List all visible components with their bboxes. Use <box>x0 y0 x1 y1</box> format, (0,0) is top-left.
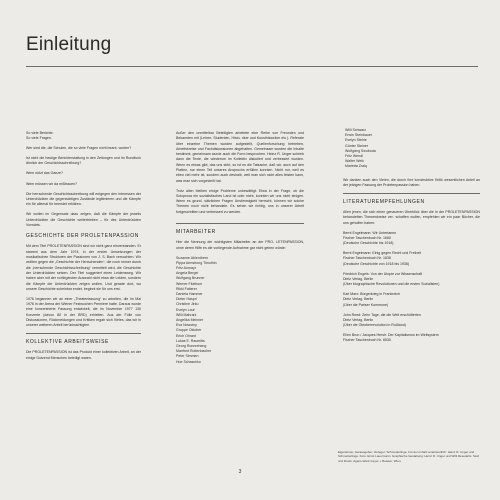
section-heading: MITARBEITER <box>176 229 216 236</box>
poem-line: So viele Fragen. <box>26 136 52 141</box>
contributor-name: Willi Schwarz <box>345 128 367 132</box>
contributor-name: Suzanne Ablenthern <box>176 255 208 260</box>
contributor-name: Erwin Steinbauer <box>345 133 373 138</box>
contributor-name: Christine Jirku <box>176 302 199 307</box>
section-heading: GESCHICHTE DER PROLETENPASSION <box>26 233 139 240</box>
section-heading: KOLLEKTIVE ARBEITSWEISE <box>26 339 109 346</box>
contributor-name: Rikki Falterer <box>176 286 197 291</box>
contributor-name: Erich Ohrant <box>176 333 196 338</box>
contributor-name: Lukas E. Raumitts <box>176 338 205 343</box>
section-rule <box>176 223 304 224</box>
contributor-name: Willi Mahrani <box>176 312 197 317</box>
contributor-list <box>343 128 480 170</box>
paragraph: 1976 begannen wir an einer „Theaterfassung“ zu arbeiten, die im Mai 1976 in der Arena der Wiener Festwochen Premiere hatte. Daraus wurde eine konzentrierte Fassung entwickelt, die im November 1977 130 Konzerte (davon 80 in der BRD) erhielten. Aus der Fülle von Diskussionen, Rückmeldungen und Kritiken ergab sich Vieles, das wir in unserer weiteren Arbeit berücksichtigten. <box>26 296 141 328</box>
section-heading: LITERATUREMPFEHLUNGEN <box>343 198 425 205</box>
paragraph: Außer den unmittelbar Beteiligten arbeitete eine Reihe von Freunden und Bekannten mit (Lehrer, Studenten, Histo- riker und Kunsthistoriker etc.). Referate über einzelne Themen wurden aufgestellt, Quellenforschung betrieben, Arbeitskreise und Fachdiskussionen abgehalten. Gemeinsam wurden die Inhalte bestimmt, gemeinsam wurde auch die Form besprochen. Heinz R. Unger schrieb dann die Texte, die wiederum im Kollektiv diskutiert und verbessert wurden. Wenn es etwas gibt, das uns stört, so ist es die Tatsache, daß wir, auch auf den Platten, nur einen Teil unseres Anspruchs erfüllen konnten. Nicht nur, weil es eben viel mehr ist, sondern auch deshalb, weil man sich nicht alles leisten kann, was man sich vorgestellt hat. <box>176 131 304 183</box>
credits-block: Eigentümer, Herausgeber, Verleger: Schmetterlinge. Für den Inhalt verantwortlich: Heinz R. Unger und Schmetterlinge. Foto: Ernst Lauermann. Graphische Gestaltung: Heinz R. Unger und Willi Resetarits. Satz und Druck: Agens-Werk Geyer + Reisser, Wien. <box>338 450 480 463</box>
column-3 <box>343 128 480 379</box>
page-number: 3 <box>238 469 242 475</box>
section-rule <box>26 333 141 334</box>
contributor-name: Evelyn Stehle <box>345 138 367 143</box>
contributor-name: Gruppe Oktober <box>176 328 202 333</box>
contributor-name: Dieter Hasprl <box>176 297 197 302</box>
contributor-name: Georg Ronnreheng <box>176 343 207 348</box>
paragraph: Hier die Nennung der wichtigsten Mitarbeiter an der PRO- LETENPASSION, ohne deren Hilfe es die vorliegende Aufnahme gar nicht geben würde: <box>176 240 304 250</box>
literature-entry: John Reed: Zehn Tage, die die Welt erschütterten Dietz Verlag, Berlin (Über die Oktoberrevolution in Rußland) <box>343 312 421 328</box>
paragraph: Ist nicht die heutige Berichterstattung in den Zeitungen und im Rundfunk ähnlich der Geschichtsschreibung? <box>26 156 141 166</box>
contributor-name: Günter Steiner <box>345 143 369 148</box>
poem-lines <box>26 131 141 142</box>
title-rule <box>26 66 478 67</box>
literature-entry <box>343 363 480 374</box>
question-line: Wem müssen wir da mißtrauen? <box>26 181 77 186</box>
literature-entry: Bernt Engelmann: Wir Untertanen Fischer Taschenbuch Nr. 1680 (Deutsche Geschichte bis 1918) <box>343 230 397 246</box>
literature-entry: Ellen Brun / Jacques Hersh: Der Kapitalismus im Weltsystem Fischer Taschenbuch Nr. 6530 <box>343 333 439 343</box>
column-1 <box>26 131 141 366</box>
poem-lines <box>26 171 141 187</box>
contributor-list <box>176 256 304 365</box>
paragraph: Wir wollen im Gegensatz dazu zeigen, daß die Kämpfe der jeweils Unterdrückten die Geschichte weitertrieben – für des Unterdrückten Vorwärts. <box>26 212 141 227</box>
contributor-name: Angelika Meixner <box>176 317 204 322</box>
contributor-name: Werner Fitzthum <box>176 281 203 286</box>
paragraph: Die herrschende Geschichtsschreibung will entgegen den Interessen der Unterdrückten die gegenwärtigen Zustände legitimieren und die Kämpfe ein für allemal für beendet erklären. <box>26 191 141 207</box>
contributor-name: Peter Simmen <box>176 354 199 359</box>
contributor-name: Wolfgang Swoboda <box>345 148 376 153</box>
question-line: Wem nützt das Ganze? <box>26 171 63 176</box>
contributor-name: Marietta Zraiq <box>345 164 367 169</box>
literature-entry: Friedrich Engels: Von der Utopie zur Wissenschaft Dietz Verlag, Berlin (Über biographische Revolutionen und die ersten Sozialisten) <box>343 271 440 287</box>
poem-line: So viele Berichte. <box>26 131 54 135</box>
contributor-name: Wolfgang Brunner <box>176 276 205 281</box>
paragraph: Wir danken auch den Vielen, die durch ihre konstruktive Kritik wesentlichen Anteil an der jetzigen Fassung der Proletenpassion haben. <box>343 177 480 187</box>
contributor-name: Daniela Hammer <box>176 291 203 296</box>
contributor-name: Walter Weik <box>345 159 364 164</box>
contributor-name: Angela Bergei <box>176 271 199 276</box>
literature-list <box>343 231 480 374</box>
contributor-name: Pippa Armstrong Timothin <box>176 260 217 265</box>
paragraph: Trotz allen bleiben einige Probleme unbewältigt: Etwa in der Frage, ob die Soloprosa ein sozialistisches Land ist oder nicht, konnten wir uns nicht einigen. Wenn es grund- sätzlichen Fragen Unstimmigkeit herrscht, können wir solche Themen noch nicht behandeln. Es sehen wir richtig, uns in unserer Arbeit fortgeschritten und verbessert zu werden. <box>176 188 304 214</box>
paragraph: Die PROLETENPASSION ist das Produkt einer kollektiven Arbeit, an der einige Dutzend Menschen beteiligt waren. <box>26 350 141 360</box>
contributor-name: Fritz Aumayr <box>176 265 196 270</box>
contributor-name: Evelyn Lauf <box>176 307 195 312</box>
literature-entry: Bernt Engelmann: Einig gegen Recht und Freiheit Fischer Taschenbuch Nr. 1838 (Deutsche Geschichte von 1918 bis 1938) <box>343 251 422 266</box>
paragraph: Allen jenen, die sich einen genaueren Überblick über die in der PROLETENPASSION behandelten Themenkreise ver- schaffen wollen, empfehlen wir ein paar Bücher, die uns geholfen haben: <box>343 210 480 225</box>
contributor-name: Manfred Rottenbacher <box>176 349 212 354</box>
literature-entry <box>343 348 480 359</box>
contributor-name: Eva Nowotny <box>176 323 197 328</box>
literature-entry: Karl Marx: Bürgerkrieg in Frankreich Dietz Verlag, Berlin (Über die Pariser Kommune) <box>343 292 400 307</box>
page-title: Einleitung <box>26 34 112 55</box>
paragraph: Mit dem Titel PROLETENPASSION sind wir nicht ganz einverstanden. Er stammt aus dem Jahr 1974, in der ersten Umsetzungen der musikalischen Strukturen der Passionen von J. S. Bach versuchten. Wir wollten gegen die „Geschichte der Herrschenden“, die noch immer durch die „herrschende Geschichtsschreibung“ vermittelt wird, die Geschichte der Unterdrückten setzen. Der Titel suggeriert einen Leidensweg. Wir haben aber mit der vorliegenden Auswahl nicht etwa die Leiden, sondern die Kämpfe der Unterdrückten zeigen wollen. Und gerade dort, wo unsere Geschichte scheinbar endet, beginnt sie für uns erst. <box>26 244 141 291</box>
paragraph: Wer sind die, die Schulen, die so viele Fragen nicht beant- worten? <box>26 146 132 151</box>
section-rule <box>343 193 480 194</box>
contributor-name: Hue Schaschko <box>176 359 201 364</box>
column-2 <box>176 131 304 365</box>
contributor-name: Fritz Wendl <box>345 154 363 159</box>
